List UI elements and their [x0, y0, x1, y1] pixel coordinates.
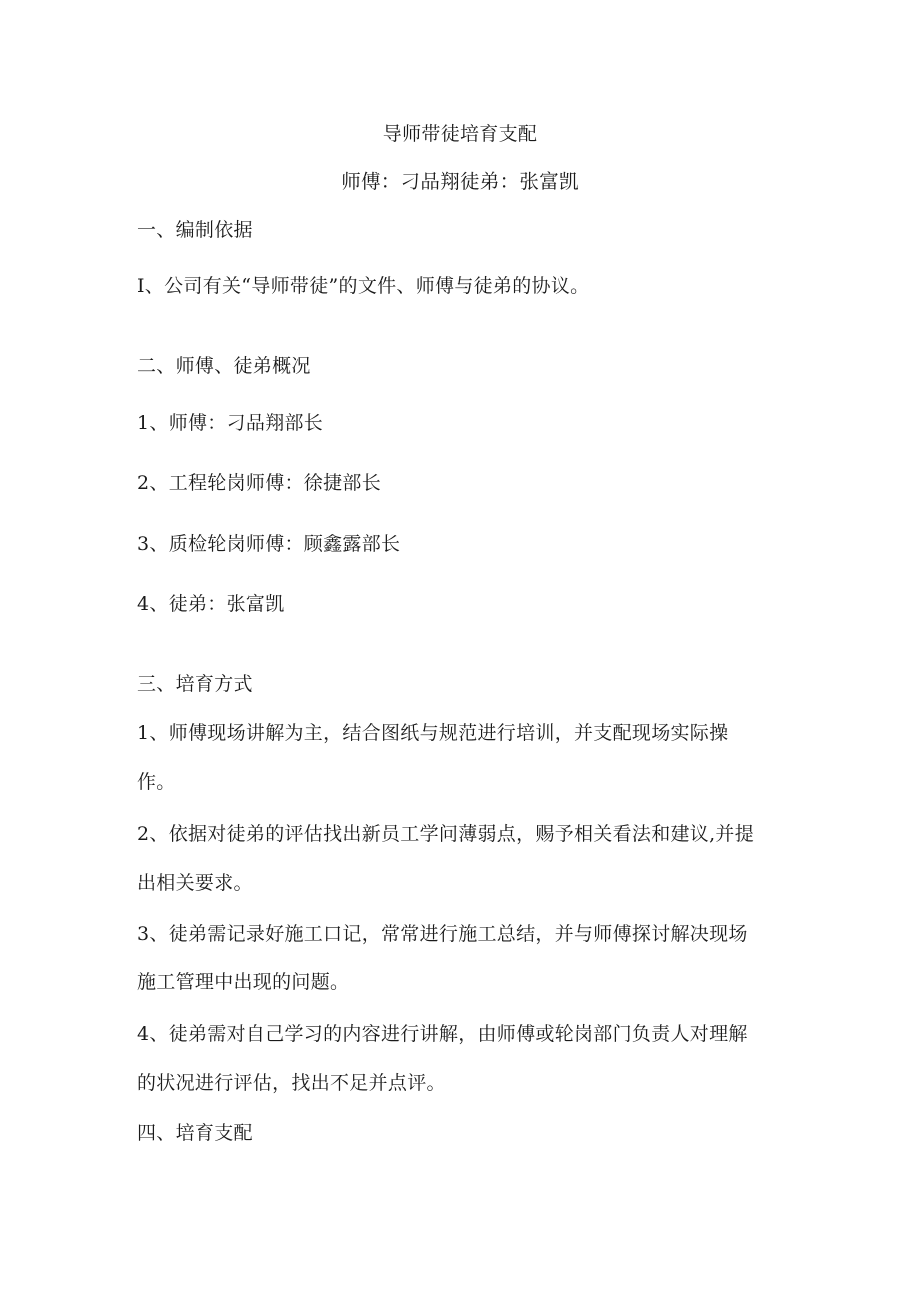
- section-heading-method: 三、培育方式: [137, 673, 253, 695]
- paragraph-line: 作。: [137, 771, 176, 793]
- list-item: 1、师傅：刁品翔部长: [137, 412, 324, 434]
- list-item: 2、工程轮岗师傅：徐捷部长: [137, 472, 381, 494]
- paragraph-line: 3、徒弟需记录好施工口记，常常进行施工总结，并与师傅探讨解决现场: [137, 923, 748, 945]
- paragraph-line: 4、徒弟需对自己学习的内容进行讲解，由师傅或轮岗部门负责人对理解: [137, 1023, 748, 1045]
- paragraph-line: 出相关要求。: [137, 872, 253, 894]
- paragraph-line: 施工管理中出现的问题。: [137, 971, 350, 993]
- document-subtitle: 师傅：刁品翔徒弟：张富凯: [341, 170, 579, 193]
- section-heading-schedule: 四、培育支配: [137, 1122, 253, 1144]
- document-title: 导师带徒培育支配: [382, 123, 538, 145]
- section-heading-basis: 一、编制依据: [137, 219, 253, 241]
- paragraph-line: 2、依据对徒弟的评估找出新员工学问薄弱点，赐予相关看法和建议,并提: [137, 823, 755, 845]
- paragraph-line: I、公司有关“导师带徒”的文件、师傅与徒弟的协议。: [137, 275, 590, 297]
- list-item: 3、质检轮岗师傅：顾鑫露部长: [137, 533, 401, 555]
- paragraph-line: 的状况进行评估，找出不足并点评。: [137, 1072, 446, 1094]
- paragraph-line: 1、师傅现场讲解为主，结合图纸与规范进行培训，并支配现场实际操: [137, 722, 729, 744]
- section-heading-overview: 二、师傅、徒弟概况: [137, 355, 311, 377]
- list-item: 4、徒弟：张富凯: [137, 593, 285, 615]
